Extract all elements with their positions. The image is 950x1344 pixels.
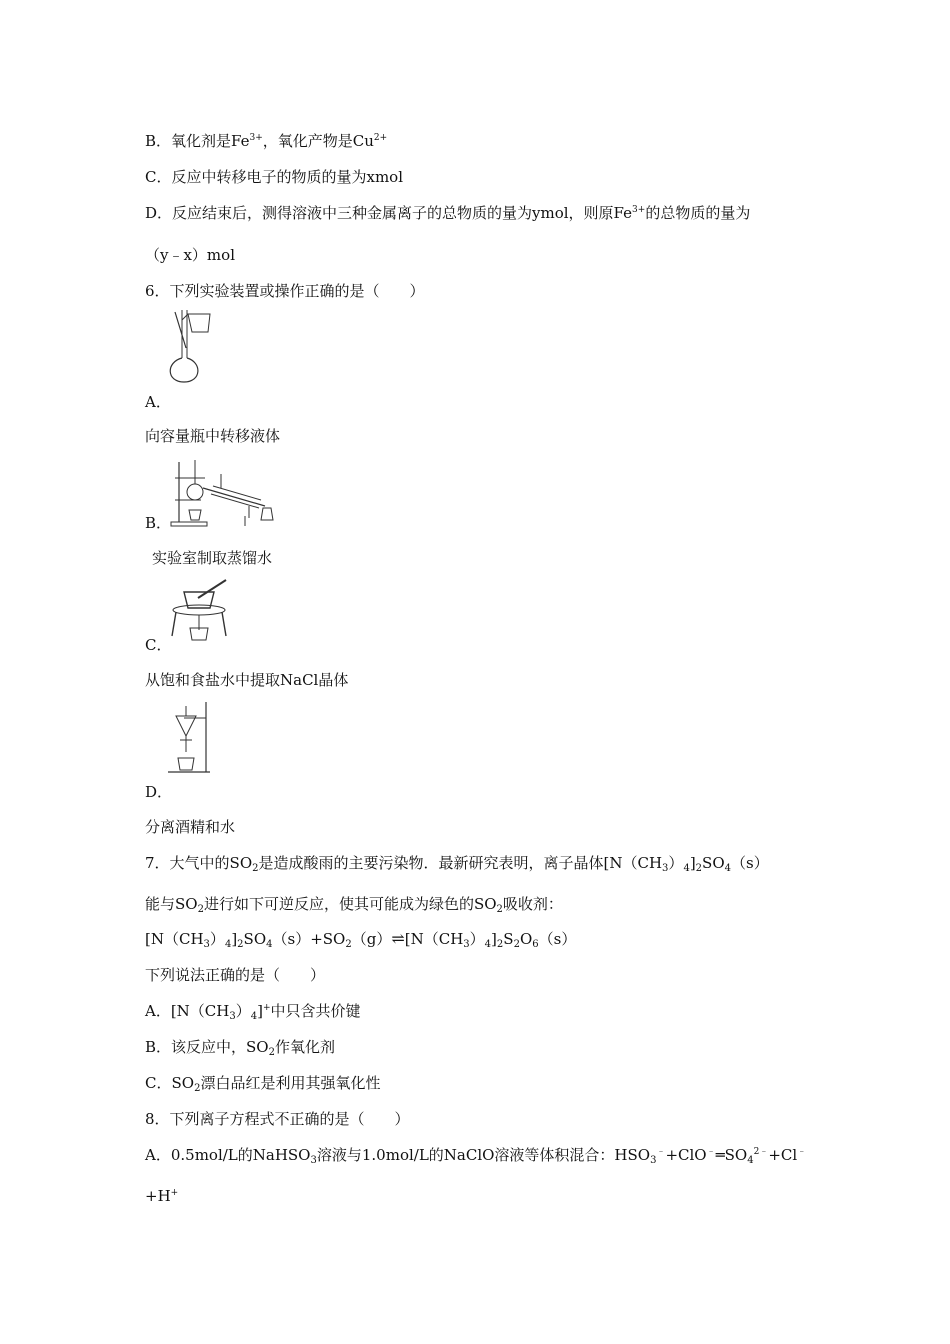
q5-option-d: D．反应结束后，测得溶液中三种金属离子的总物质的量为ymol，则原$Fe^{3+}$的总物质的量为	[145, 204, 751, 222]
q6-option-d-letter: D．	[145, 783, 173, 801]
q8-option-a-cont: +H+	[145, 1187, 179, 1205]
q5-option-b: B．氧化剂是$Fe^{3+}$，氧化产物是$Cu^{2+}$	[145, 132, 388, 150]
q8-option-a: A．0.5mol/L的NaHSO$_3$溶液与1.0mol/L的NaClO溶液等体积混合：$HSO_3^﹣+ClO^﹣═SO_4^{2﹣}+Cl^﹣$	[145, 1146, 807, 1166]
q8-stem: 8．下列离子方程式不正确的是（ ）	[145, 1110, 410, 1128]
q7-stem-line1: 7．大气中的$SO_2$是造成酸雨的主要污染物．最新研究表明，离子晶体$[N(CH_3)_4]_2SO_4(s)$	[145, 854, 769, 874]
q7-option-b: B．该反应中，$SO_2$作氧化剂	[145, 1038, 335, 1058]
q6-option-a-letter: A．	[145, 393, 171, 411]
separatory-funnel-figure	[164, 700, 212, 776]
q6-option-c-caption: 从饱和食盐水中提取NaCl晶体	[145, 671, 349, 689]
q6-option-b-caption: 实验室制取蒸馏水	[152, 549, 273, 567]
reversible-arrow-icon: ⇌	[391, 929, 405, 948]
q7-stem-line2: 能与$SO_2$进行如下可逆反应，使其可能成为绿色的$SO_2$吸收剂：	[145, 895, 563, 915]
q7-equation: $[N(CH_3)_4]_2SO_4(s)+SO_2(g)\rightleftharpoons[N(CH_3)_4]_2S_2O_6(s)$	[145, 929, 577, 950]
q7-option-c: C．$SO_2$漂白品红是利用其强氧化性	[145, 1074, 381, 1094]
q6-stem: 6．下列实验装置或操作正确的是（ ）	[145, 282, 425, 300]
q6-option-c-letter: C．	[145, 636, 172, 654]
q6-option-d-caption: 分离酒精和水	[145, 818, 236, 836]
q7-question: 下列说法正确的是（ ）	[145, 966, 326, 984]
volumetric-flask-figure	[160, 308, 220, 384]
crucible-heating-figure	[168, 578, 230, 644]
distillation-figure	[165, 456, 281, 528]
q5-option-d-cont: （y﹣x）mol	[145, 246, 235, 264]
q5-option-c: C．反应中转移电子的物质的量为xmol	[145, 168, 403, 186]
q6-option-a-caption: 向容量瓶中转移液体	[145, 427, 281, 445]
q7-option-a: A．$[N(CH_3)_4]^+$中只含共价键	[145, 1002, 361, 1022]
q6-option-b-letter: B．	[145, 514, 172, 532]
